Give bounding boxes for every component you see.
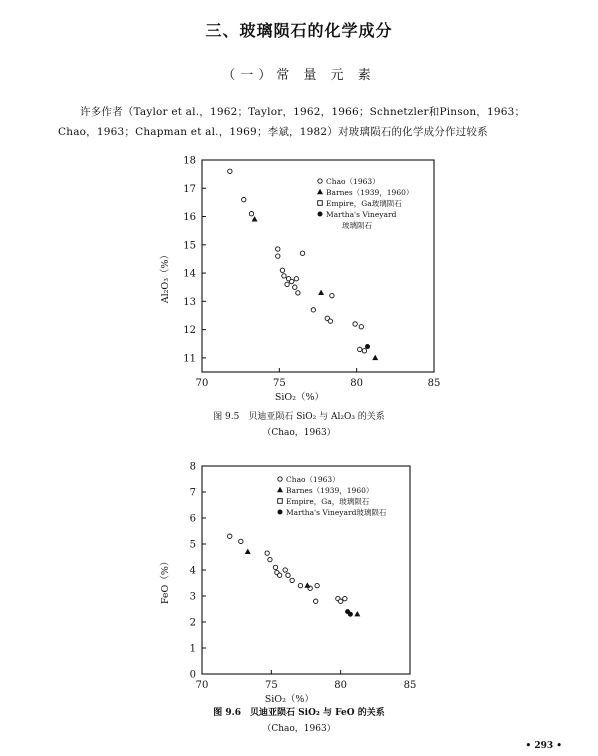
y-tick-label: 7 — [189, 487, 196, 499]
data-point — [290, 279, 294, 283]
legend-marker — [318, 212, 323, 217]
data-point — [277, 573, 281, 577]
x-tick-label: 75 — [272, 378, 286, 389]
data-point — [318, 290, 324, 295]
figure-9-6-chart — [150, 456, 440, 706]
y-tick-label: 3 — [189, 591, 196, 603]
y-tick-label: 4 — [189, 565, 196, 577]
x-tick-label: 70 — [195, 378, 209, 389]
x-axis-label: SiO₂（%） — [274, 392, 325, 403]
legend-marker — [278, 477, 282, 481]
x-tick-label: 75 — [264, 680, 278, 691]
y-axis-label: Al₂O₃（%） — [160, 249, 171, 304]
legend-label: Empire，Ga玻璃陨石 — [326, 199, 402, 208]
data-point — [315, 583, 319, 587]
y-tick-label: 13 — [183, 296, 196, 308]
y-axis-label: FeO（%） — [160, 556, 171, 605]
y-tick-label: 0 — [189, 669, 196, 681]
legend-label: Empire，Ga，玻璃陨石 — [286, 497, 370, 506]
data-point — [358, 347, 362, 351]
y-tick-label: 18 — [183, 155, 196, 167]
data-point — [276, 254, 280, 258]
x-axis-label: SiO₂（%） — [264, 694, 314, 705]
data-point — [290, 578, 294, 582]
x-tick-label: 85 — [403, 680, 417, 691]
data-point — [338, 599, 342, 603]
x-tick-label: 70 — [195, 680, 209, 691]
data-point — [304, 582, 310, 587]
legend-marker — [278, 510, 283, 515]
paragraph-line: 许多作者（Taylor et al.，1962；Taylor，1962，1966；Schnetzler和Pinson，1963； — [80, 106, 526, 118]
body-paragraph — [58, 102, 558, 142]
legend-label: Chao（1963） — [286, 475, 340, 484]
y-tick-label: 17 — [183, 183, 196, 195]
figure-9-6-caption — [0, 705, 598, 737]
data-point — [276, 247, 280, 251]
data-point — [242, 197, 246, 201]
figure-9-5-chart — [150, 150, 440, 405]
data-point — [239, 539, 243, 543]
y-tick-label: 6 — [189, 513, 196, 525]
figure-source: （Chao，1963） — [262, 724, 336, 734]
legend-label: Barnes（1939，1960） — [286, 486, 374, 495]
data-point — [348, 612, 353, 617]
legend-label: Barnes（1939，1960） — [326, 188, 414, 197]
data-point — [282, 274, 286, 278]
page-number: • 293 • — [525, 741, 562, 751]
legend-marker — [317, 189, 323, 194]
data-point — [249, 212, 253, 216]
data-point — [328, 319, 332, 323]
y-tick-label: 8 — [189, 461, 196, 473]
y-tick-label: 11 — [183, 353, 196, 365]
x-tick-label: 80 — [350, 378, 364, 389]
data-point — [252, 216, 258, 221]
data-point — [228, 169, 232, 173]
y-tick-label: 15 — [183, 240, 196, 252]
data-point — [245, 549, 251, 554]
data-point — [293, 285, 297, 289]
data-point — [228, 534, 232, 538]
y-tick-label: 12 — [183, 325, 196, 337]
paragraph-line: Chao，1963；Chapman et al.，1969；李斌，1982）对玻璃陨石的化学成分作过较系 — [58, 126, 488, 138]
legend-marker — [278, 499, 283, 504]
legend-marker — [318, 179, 322, 183]
figure-caption-text: 图 9.5 贝迪亚陨石 SiO₂ 与 Al₂O₃ 的关系 — [213, 412, 385, 422]
data-point — [311, 308, 315, 312]
figure-source: （Chao，1963） — [262, 428, 336, 438]
data-point — [372, 355, 378, 360]
legend-label: Martha's Vineyard玻璃陨石 — [286, 508, 387, 517]
data-point — [330, 293, 334, 297]
figure-caption-text: 图 9.6 贝迪亚陨石 SiO₂ 与 FeO 的关系 — [213, 708, 385, 718]
data-point — [285, 282, 289, 286]
data-point — [314, 599, 318, 603]
y-tick-label: 16 — [183, 212, 196, 224]
legend-label: Chao（1963） — [326, 177, 380, 186]
data-point — [296, 291, 300, 295]
data-point — [265, 551, 269, 555]
data-point — [343, 596, 347, 600]
x-tick-label: 80 — [334, 680, 348, 691]
data-point — [286, 573, 290, 577]
legend-label: Martha's Vineyard — [326, 210, 397, 219]
data-point — [359, 325, 363, 329]
section-title: 三、玻璃陨石的化学成分 — [205, 21, 393, 40]
y-tick-label: 1 — [189, 643, 196, 655]
data-point — [354, 611, 360, 616]
y-tick-label: 14 — [183, 268, 196, 280]
figure-9-5-caption — [0, 409, 598, 441]
y-tick-label: 5 — [189, 539, 196, 551]
data-point — [300, 251, 304, 255]
data-point — [294, 277, 298, 281]
legend-marker — [277, 487, 283, 492]
legend-marker — [318, 201, 323, 206]
data-point — [268, 557, 272, 561]
data-point — [283, 568, 287, 572]
data-point — [362, 349, 366, 353]
data-point — [280, 268, 284, 272]
data-point — [298, 583, 302, 587]
legend-label: 玻璃陨石 — [342, 221, 372, 230]
data-point — [365, 344, 370, 349]
subsection-title: （一）常 量 元 素 — [222, 68, 376, 83]
x-tick-label: 85 — [427, 378, 440, 389]
y-tick-label: 2 — [189, 617, 196, 629]
data-point — [353, 322, 357, 326]
data-point — [273, 565, 277, 569]
